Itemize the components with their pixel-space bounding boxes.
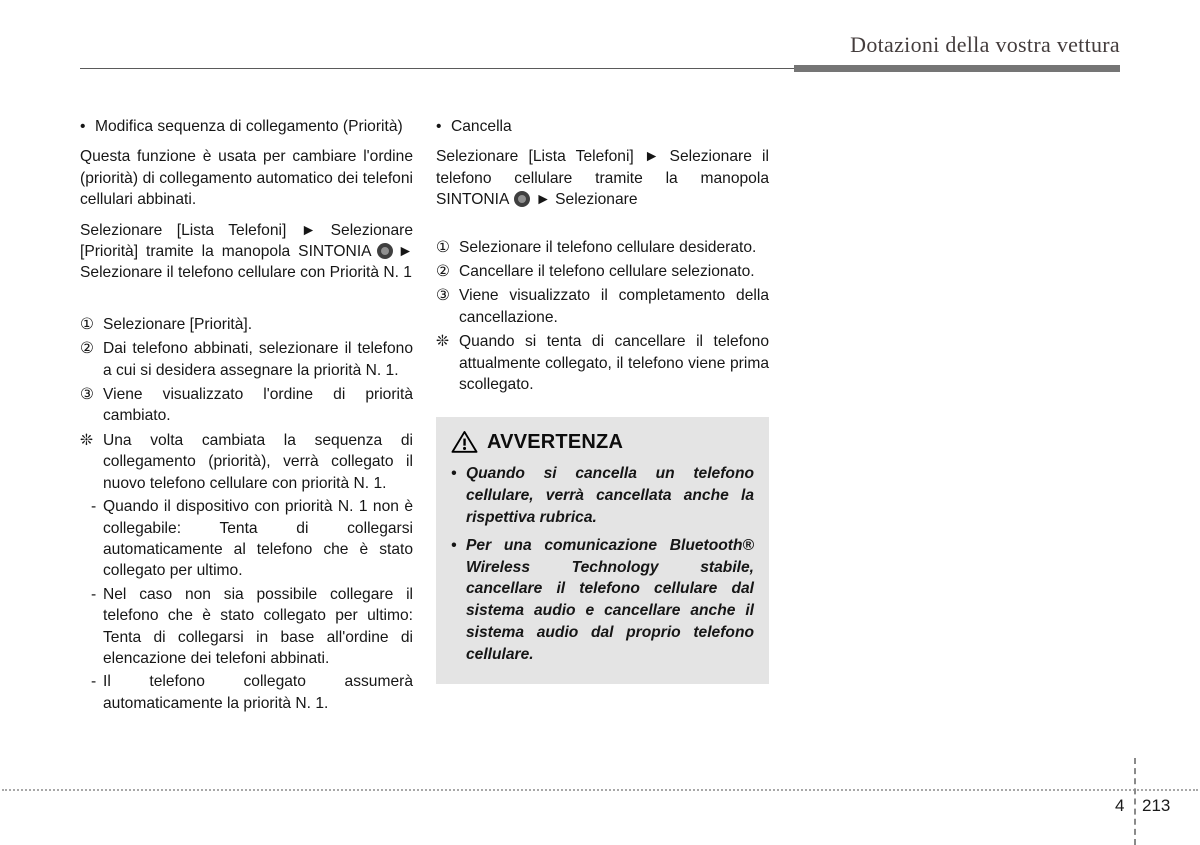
- step-marker: ③: [80, 386, 94, 404]
- footer-dashed-divider: [1134, 758, 1136, 845]
- warning-bullet-marker: •: [451, 536, 457, 554]
- selection-path-right: [436, 146, 769, 210]
- step-item: [80, 338, 413, 381]
- note-asterisk-marker: ❊: [80, 431, 94, 449]
- step-marker: ③: [436, 287, 450, 305]
- warning-bullet-marker: •: [451, 465, 457, 483]
- selection-path-left: [80, 220, 413, 284]
- dash-text: Nel caso non sia possibile collegare il telefono che è stato collegato per ultimo: Tenta di collegarsi in base all'ordine di elencazione dei telefoni abbinati.: [103, 585, 413, 667]
- warning-triangle-icon: [451, 430, 478, 454]
- step-marker: ②: [80, 340, 94, 358]
- bullet-marker: •: [436, 118, 442, 135]
- step-text: Viene visualizzato il completamento della cancellazione.: [459, 287, 769, 326]
- page-title: Dotazioni della vostra vettura: [850, 32, 1120, 57]
- tune-knob-icon: [377, 243, 393, 259]
- path-text-segment: Selezionare [Lista Telefoni] ► Selezionare il telefono cellulare tramite la manopola SINTONIA: [436, 148, 769, 209]
- tune-knob-icon: [514, 191, 530, 207]
- warning-text: Quando si cancella un telefono cellulare, verrà cancellata anche la rispettiva rubrica.: [466, 465, 754, 527]
- left-column: [80, 116, 413, 714]
- warning-item: [451, 463, 754, 528]
- dash-marker: -: [91, 498, 97, 516]
- step-item: [436, 285, 769, 328]
- note-asterisk-marker: ❊: [436, 333, 450, 351]
- dash-text: Quando il dispositivo con priorità N. 1 non è collegabile: Tenta di collegarsi automaticamente al telefono che è stato collegato per ultimo.: [103, 498, 413, 580]
- dash-item: [80, 496, 413, 582]
- dash-marker: -: [91, 585, 97, 603]
- path-text-segment: ► Selezionare: [535, 191, 638, 209]
- dash-text: Il telefono collegato assumerà automaticamente la priorità N. 1.: [103, 673, 413, 712]
- step-text: Viene visualizzato l'ordine di priorità cambiato.: [103, 386, 413, 425]
- dash-item: [80, 671, 413, 714]
- step-marker: ①: [436, 238, 450, 256]
- path-text-segment: ► Selezionare il telefono cellulare con Priorità N. 1: [80, 243, 413, 282]
- path-text-segment: Selezionare [Lista Telefoni] ► Selezionare [Priorità] tramite la manopola SINTONIA: [80, 221, 413, 261]
- page-header: [80, 0, 1120, 72]
- step-item: [436, 261, 769, 282]
- page-number: 213: [1142, 796, 1171, 815]
- note-text: Una volta cambiata la sequenza di collegamento (priorità), verrà collegato il nuovo telefono cellulare con priorità N. 1.: [103, 431, 413, 492]
- note-item: [436, 331, 769, 395]
- note-text: Quando si tenta di cancellare il telefono attualmente collegato, il telefono viene prima scollegato.: [459, 333, 769, 394]
- section-number: 4: [1115, 796, 1125, 815]
- section-heading-cancella: [436, 116, 769, 137]
- section-heading-text: Cancella: [451, 118, 512, 135]
- section-heading-text: Modifica sequenza di collegamento (Priorità): [95, 118, 403, 135]
- step-marker: ①: [80, 315, 94, 333]
- warning-title: AVVERTENZA: [487, 430, 624, 453]
- numbered-steps-right: [436, 237, 769, 396]
- bullet-marker: •: [80, 118, 86, 135]
- step-text: Selezionare il telefono cellulare desiderato.: [459, 238, 757, 256]
- step-item: [80, 384, 413, 427]
- warning-text: Per una comunicazione Bluetooth® Wireless Technology stabile, cancellare il telefono cellulare dal sistema audio e cancellare anche il sistema audio dal proprio telefono cellulare.: [466, 536, 754, 663]
- warning-header: [451, 430, 754, 454]
- step-text: Selezionare [Priorità].: [103, 315, 253, 333]
- header-rule: [80, 65, 1120, 72]
- warning-item: [451, 535, 754, 666]
- step-marker: ②: [436, 263, 450, 281]
- section-heading-modifica: [80, 116, 413, 137]
- numbered-steps-left: [80, 314, 413, 714]
- right-column: [436, 116, 769, 684]
- intro-paragraph: Questa funzione è usata per cambiare l'ordine (priorità) di collegamento automatico dei telefoni cellulari abbinati.: [80, 148, 413, 209]
- header-accent-bar: [794, 65, 1120, 72]
- warning-box: [436, 417, 769, 683]
- note-item: [80, 430, 413, 494]
- footer-dotted-line: [2, 789, 1198, 791]
- step-item: [436, 237, 769, 258]
- step-item: [80, 314, 413, 335]
- dash-item: [80, 584, 413, 670]
- dash-marker: -: [91, 673, 97, 691]
- step-text: Dai telefono abbinati, selezionare il telefono a cui si desidera assegnare la priorità N. 1.: [103, 340, 413, 379]
- step-text: Cancellare il telefono cellulare selezionato.: [459, 263, 755, 281]
